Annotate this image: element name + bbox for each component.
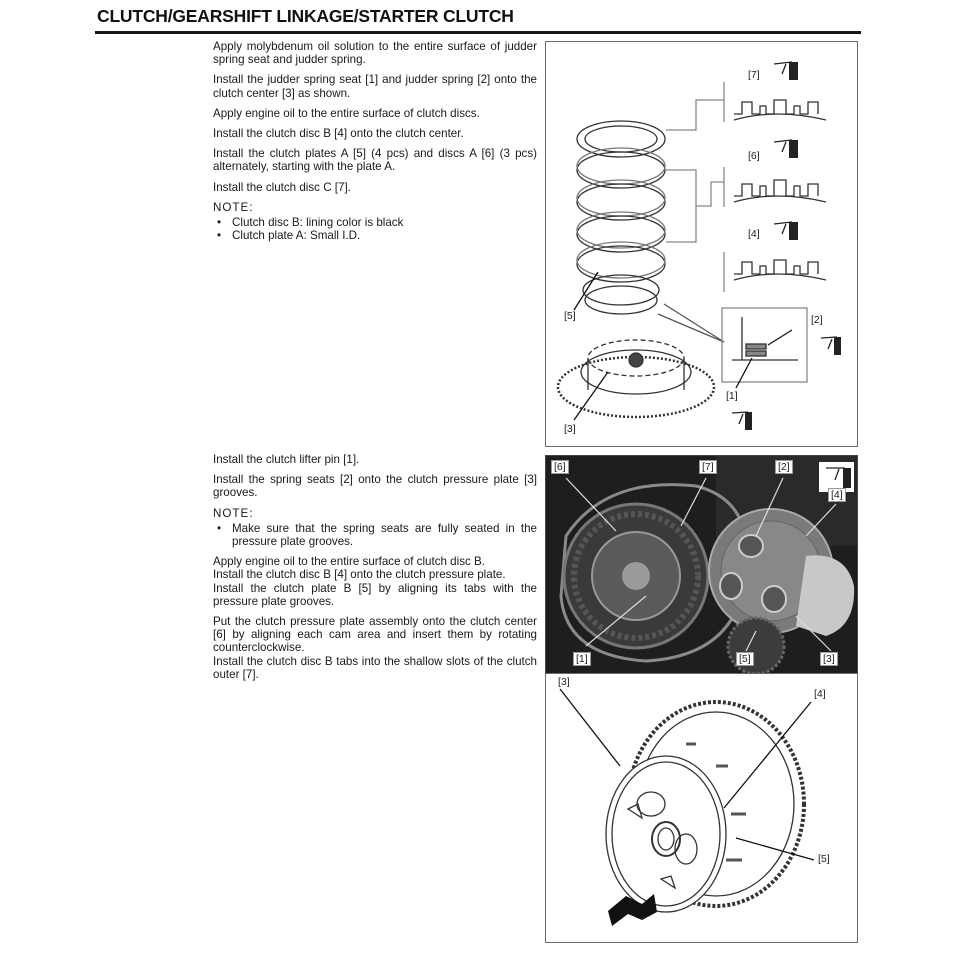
clutch-photo-illustration [546,456,857,673]
note-list [213,522,537,548]
callout-6: [6] [551,460,569,474]
figure-clutch-disc-stack [545,41,858,447]
callout-6: [6] [748,150,760,162]
figure-clutch-assembly [545,673,858,943]
step-text: Install the clutch disc C [7]. [213,180,351,194]
section-2-text [213,453,537,688]
oil-can-icon [774,140,798,158]
section-1-text [213,40,537,249]
note-heading: NOTE: [213,200,254,214]
callout-7: [7] [748,69,760,81]
header-rule [95,31,861,34]
clutch-assembly-illustration [546,674,857,942]
step-text: Install the judder spring seat [1] and judder spring [2] onto the clutch center [3] as shown. [213,73,537,100]
callout-3: [3] [820,652,838,666]
step-text: Apply molybdenum oil solution to the entire surface of judder spring seat and judder spring. [213,40,537,67]
step-text: Install the clutch plate B [5] by aligning its tabs with the pressure plate grooves. [213,581,537,608]
oil-can-icon [821,337,841,355]
step-text: Install the clutch disc B tabs into the shallow slots of the clutch outer [7]. [213,654,537,681]
oil-can-icon [774,62,798,80]
callout-1: [1] [573,652,591,666]
callout-3: [3] [564,423,576,435]
page-title: CLUTCH/GEARSHIFT LINKAGE/STARTER CLUTCH [97,6,514,26]
callout-4: [4] [814,688,826,700]
callout-4: [4] [828,488,846,502]
callout-5: [5] [736,652,754,666]
step-text: Install the clutch lifter pin [1]. [213,453,360,466]
callout-3: [3] [558,676,570,688]
disc-stack-illustration [546,42,857,446]
step-text: Install the clutch disc B [4] onto the clutch pressure plate. [213,568,506,582]
figure-clutch-photo [545,455,858,674]
note-item: • Make sure that the spring seats are fully seated in the pressure plate grooves. [213,522,537,548]
callout-5: [5] [818,853,830,865]
step-text: Install the clutch disc B [4] onto the clutch center. [213,127,464,141]
oil-can-icon [732,412,752,430]
step-text: Apply engine oil to the entire surface of clutch disc B. [213,555,485,569]
callout-4: [4] [748,228,760,240]
callout-5: [5] [564,310,576,322]
callout-2: [2] [775,460,793,474]
callout-2: [2] [811,314,823,326]
oil-can-icon [774,222,798,240]
step-text: Install the clutch plates A [5] (4 pcs) and discs A [6] (3 pcs) alternately, starting with the plate A. [213,147,537,174]
step-text: Apply engine oil to the entire surface of clutch discs. [213,106,480,120]
step-text: Install the spring seats [2] onto the clutch pressure plate [3] grooves. [213,473,537,500]
note-item: • Clutch disc B: lining color is black [213,216,537,229]
note-item: • Clutch plate A: Small I.D. [213,229,537,242]
note-list [213,216,537,242]
callout-1: [1] [726,390,738,402]
callout-7: [7] [699,460,717,474]
step-text: Put the clutch pressure plate assembly onto the clutch center [6] by aligning each cam area and insert them by rotating counterclockwise. [213,615,537,655]
note-heading: NOTE: [213,506,254,520]
